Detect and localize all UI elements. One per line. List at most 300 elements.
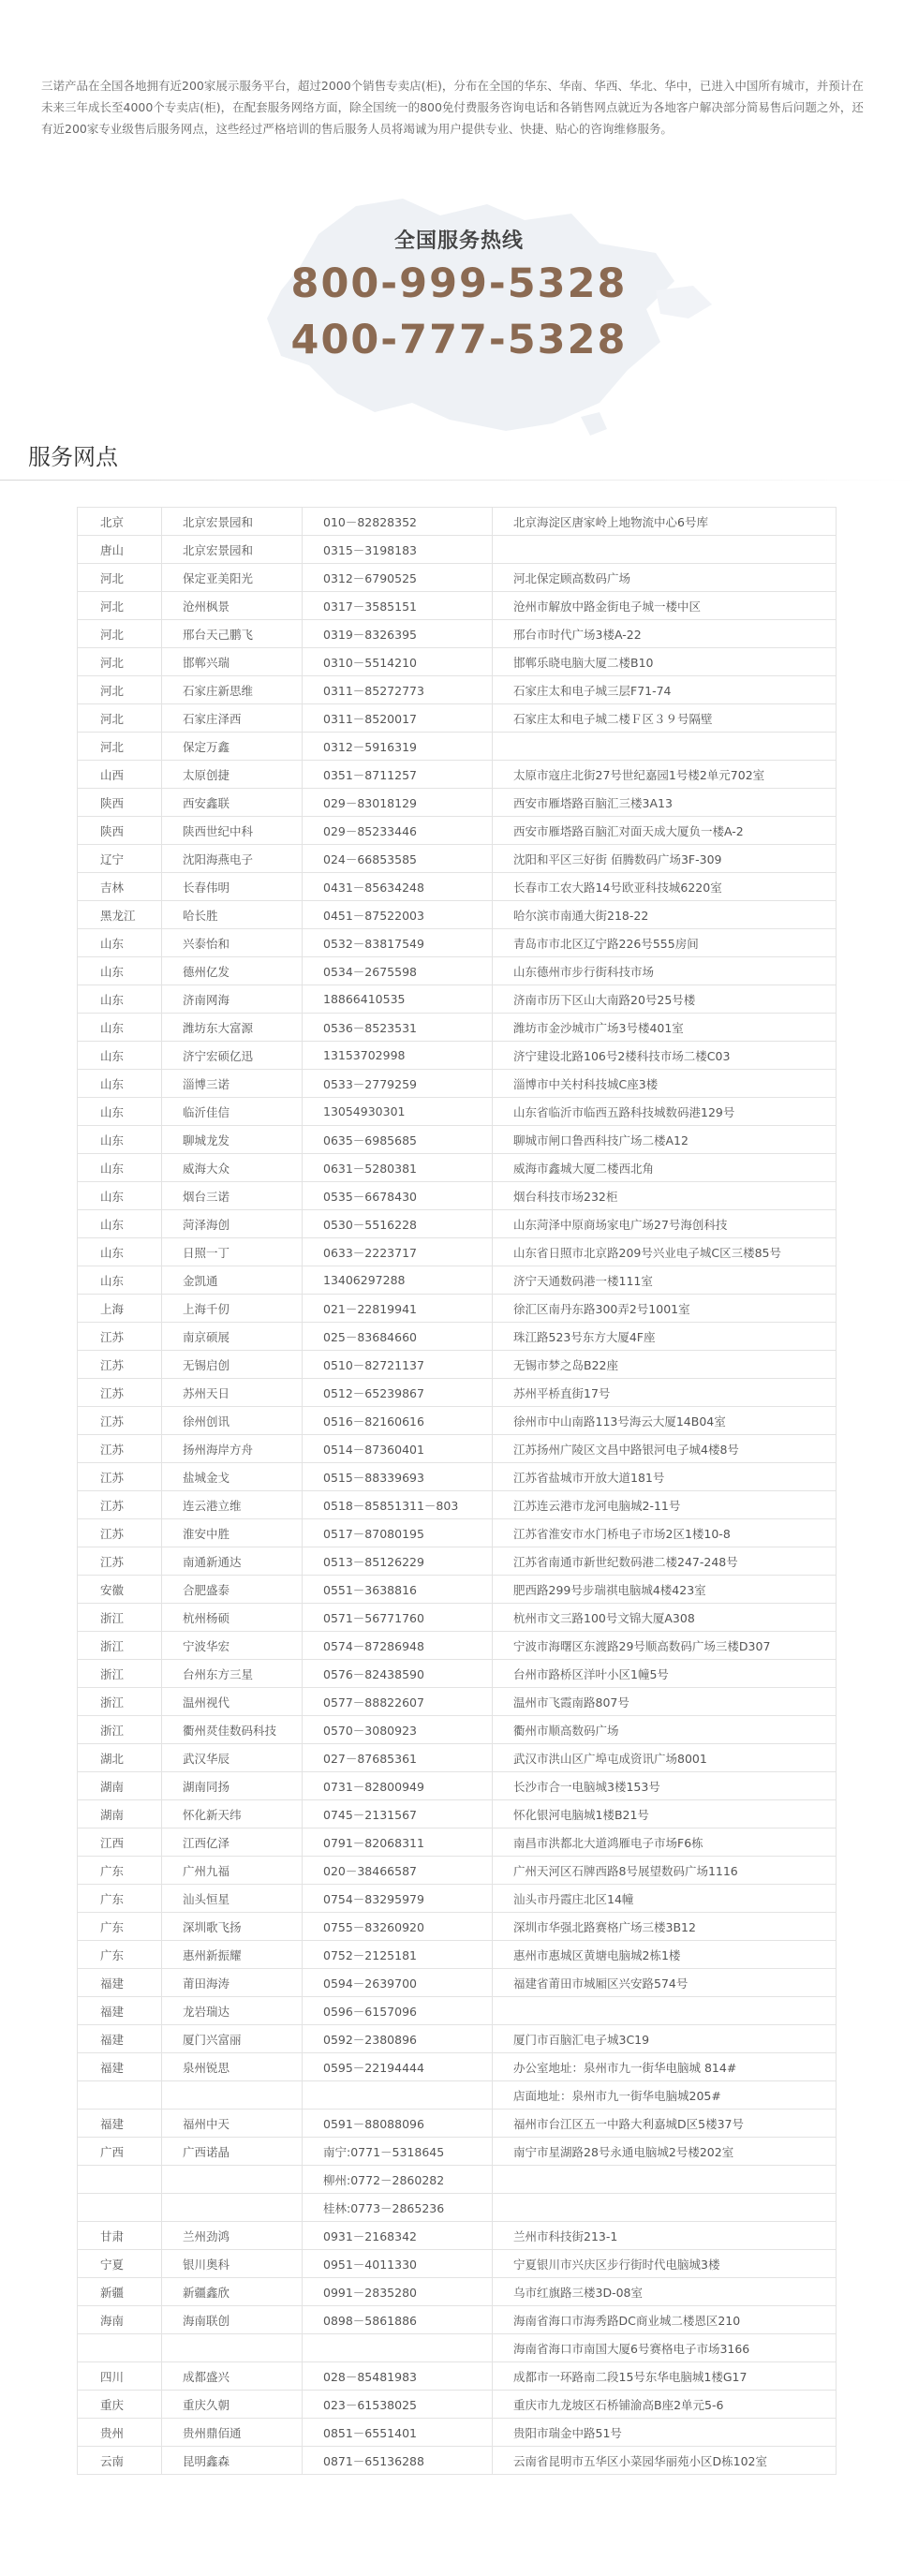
table-row [78,2250,837,2278]
outlet-name-cell: 沈阳海燕电子 [162,845,303,873]
table-row [78,1379,837,1407]
service-outlets-table [77,507,837,2475]
phone-cell: 13054930301 [303,1098,493,1126]
address-cell: 河北保定顾高数码广场 [493,564,837,592]
outlet-name-cell: 莆田海涛 [162,1969,303,1997]
table-row [78,648,837,676]
address-cell: 成都市一环路南二段15号东华电脑城1楼G17 [493,2362,837,2391]
table-row [78,1997,837,2025]
phone-cell: 0312－6790525 [303,564,493,592]
section-title: 服务网点 [28,444,118,470]
province-cell: 广东 [78,1913,162,1941]
address-cell: 海南省海口市海秀路DC商业城二楼恩区210 [493,2306,837,2334]
address-cell: 太原市寇庄北街27号世纪嘉园1号楼2单元702室 [493,761,837,789]
phone-cell: 0576－82438590 [303,1660,493,1688]
province-cell: 江苏 [78,1379,162,1407]
table-row [78,508,837,536]
province-cell: 福建 [78,1997,162,2025]
phone-cell: 0851－6551401 [303,2419,493,2447]
outlet-name-cell: 菏泽海创 [162,1210,303,1238]
province-cell: 甘肃 [78,2222,162,2250]
address-cell: 邢台市时代广场3楼A-22 [493,620,837,648]
address-cell: 江苏连云港市龙河电脑城2-11号 [493,1491,837,1519]
table-row [78,985,837,1014]
outlet-name-cell: 邯郸兴瑞 [162,648,303,676]
province-cell: 上海 [78,1295,162,1323]
phone-cell: 029－83018129 [303,789,493,817]
outlet-name-cell: 日照一丁 [162,1238,303,1266]
address-cell: 兰州市科技街213-1 [493,2222,837,2250]
outlet-name-cell: 连云港立维 [162,1491,303,1519]
table-row [78,1491,837,1519]
outlet-name-cell: 沧州枫景 [162,592,303,620]
outlet-name-cell: 威海大众 [162,1154,303,1182]
province-cell: 江苏 [78,1463,162,1491]
phone-cell: 13406297288 [303,1266,493,1295]
table-row [78,1266,837,1295]
address-cell: 贵阳市瑞金中路51号 [493,2419,837,2447]
province-cell: 山西 [78,761,162,789]
address-cell: 杭州市文三路100号文锦大厦A308 [493,1604,837,1632]
address-cell: 聊城市闸口鲁西科技广场二楼A12 [493,1126,837,1154]
phone-cell: 0577－88822607 [303,1688,493,1716]
outlet-name-cell: 厦门兴富丽 [162,2025,303,2053]
outlet-name-cell: 石家庄泽西 [162,704,303,733]
outlet-name-cell: 淮安中胜 [162,1519,303,1547]
outlet-name-cell: 武汉华辰 [162,1744,303,1772]
outlet-name-cell: 陕西世纪中科 [162,817,303,845]
phone-cell: 027－87685361 [303,1744,493,1772]
table-row [78,873,837,901]
province-cell: 江苏 [78,1323,162,1351]
outlet-name-cell: 龙岩瑞达 [162,1997,303,2025]
outlet-name-cell: 宁波华宏 [162,1632,303,1660]
outlet-name-cell: 广州九福 [162,1857,303,1885]
province-cell: 江苏 [78,1547,162,1576]
phone-cell: 020－38466587 [303,1857,493,1885]
phone-cell: 0755－83260920 [303,1913,493,1941]
address-cell: 邯郸乐晓电脑大厦二楼B10 [493,648,837,676]
province-cell: 贵州 [78,2419,162,2447]
table-row [78,789,837,817]
table-row [78,2419,837,2447]
outlet-name-cell: 杭州杨硕 [162,1604,303,1632]
address-cell: 济宁天通数码港一楼111室 [493,1266,837,1295]
province-cell: 浙江 [78,1660,162,1688]
phone-cell: 0535－6678430 [303,1182,493,1210]
province-cell: 黑龙江 [78,901,162,929]
outlet-name-cell: 惠州新振耀 [162,1941,303,1969]
province-cell: 湖南 [78,1800,162,1828]
table-row [78,564,837,592]
table-row [78,1210,837,1238]
table-row [78,1716,837,1744]
table-row [78,1828,837,1857]
outlet-name-cell: 台州东方三星 [162,1660,303,1688]
address-cell [493,2194,837,2222]
outlet-name-cell: 深圳歌飞扬 [162,1913,303,1941]
outlet-name-cell: 潍坊东大富源 [162,1014,303,1042]
outlet-name-cell: 保定万鑫 [162,733,303,761]
address-cell [493,536,837,564]
phone-cell: 18866410535 [303,985,493,1014]
address-cell: 江苏扬州广陵区文昌中路银河电子城4楼8号 [493,1435,837,1463]
table-row [78,592,837,620]
phone-cell: 0745－2131567 [303,1800,493,1828]
province-cell: 河北 [78,620,162,648]
phone-cell: 021－22819941 [303,1295,493,1323]
outlet-name-cell: 保定亚美阳光 [162,564,303,592]
address-cell: 沧州市解放中路金街电子城一楼中区 [493,592,837,620]
address-cell: 哈尔滨市南通大街218-22 [493,901,837,929]
address-cell: 苏州平桥直街17号 [493,1379,837,1407]
province-cell: 陕西 [78,789,162,817]
address-cell: 重庆市九龙坡区石桥铺渝高B座2单元5-6 [493,2391,837,2419]
table-row [78,1182,837,1210]
address-cell: 无锡市梦之岛B22座 [493,1351,837,1379]
outlet-name-cell: 广西诺晶 [162,2138,303,2166]
phone-cell: 0516－82160616 [303,1407,493,1435]
phone-cell: 0530－5516228 [303,1210,493,1238]
phone-cell: 0635－6985685 [303,1126,493,1154]
table-row [78,1660,837,1688]
province-cell: 广东 [78,1885,162,1913]
province-cell: 辽宁 [78,845,162,873]
table-row [78,1351,837,1379]
outlet-name-cell: 海南联创 [162,2306,303,2334]
province-cell: 河北 [78,592,162,620]
table-row [78,1772,837,1800]
outlet-name-cell: 成都盛兴 [162,2362,303,2391]
table-row [78,1744,837,1772]
address-cell: 徐汇区南丹东路300弄2号1001室 [493,1295,837,1323]
table-row [78,1913,837,1941]
phone-cell: 0512－65239867 [303,1379,493,1407]
phone-cell: 13153702998 [303,1042,493,1070]
phone-cell: 0592－2380896 [303,2025,493,2053]
province-cell: 北京 [78,508,162,536]
outlet-name-cell: 江西亿泽 [162,1828,303,1857]
address-cell: 广州天河区石牌西路8号展望数码广场1116 [493,1857,837,1885]
address-cell: 肥西路299号步瑞祺电脑城4楼423室 [493,1576,837,1604]
province-cell: 湖北 [78,1744,162,1772]
province-cell: 江苏 [78,1351,162,1379]
outlet-name-cell: 徐州创讯 [162,1407,303,1435]
address-cell: 西安市雁塔路百脑汇对面天成大厦负一楼A-2 [493,817,837,845]
outlet-name-cell: 兰州劲鸿 [162,2222,303,2250]
table-row [78,1407,837,1435]
table-row [78,957,837,985]
phone-cell: 0518－85851311－803 [303,1491,493,1519]
phone-cell: 0951－4011330 [303,2250,493,2278]
phone-cell: 0754－83295979 [303,1885,493,1913]
outlet-name-cell: 新疆鑫欣 [162,2278,303,2306]
phone-cell: 023－61538025 [303,2391,493,2419]
phone-cell: 0311－8520017 [303,704,493,733]
table-row [78,1519,837,1547]
address-cell: 乌市红旗路三楼3D-08室 [493,2278,837,2306]
table-row [78,1042,837,1070]
province-cell: 河北 [78,733,162,761]
province-cell: 山东 [78,1126,162,1154]
address-cell: 怀化银河电脑城1楼B21号 [493,1800,837,1828]
table-row [78,1463,837,1491]
phone-cell: 0534－2675598 [303,957,493,985]
outlet-name-cell: 银川奥科 [162,2250,303,2278]
province-cell: 山东 [78,1182,162,1210]
province-cell: 山东 [78,1154,162,1182]
table-row [78,929,837,957]
address-cell: 江苏省淮安市水门桥电子市场2区1楼10-8 [493,1519,837,1547]
table-row [78,2166,837,2194]
province-cell: 河北 [78,704,162,733]
phone-cell: 0591－88088096 [303,2110,493,2138]
outlet-name-cell: 金凯通 [162,1266,303,1295]
outlet-name-cell: 西安鑫联 [162,789,303,817]
address-cell: 青岛市市北区辽宁路226号555房间 [493,929,837,957]
province-cell: 江苏 [78,1435,162,1463]
intro-paragraph: 三诺产品在全国各地拥有近200家展示服务平台，超过2000个销售专卖店(柜)，分布在全国的华东、华南、华西、华北、华中，已进入中国所有城市，并预计在未来三年成长至4000个专卖店(柜)，在配套服务网络方面，除全国统一的800免付费服务咨询电话和各销售网点就近为各地客户解决部分简易售后问题之外，还有近200家专业级售后服务网点，这些经过严格培训的售后服务人员将竭诚为用户提供专业、快捷、贴心的咨询维修服务。 [41,79,864,136]
province-cell: 江苏 [78,1491,162,1519]
table-row [78,1632,837,1660]
phone-cell: 柳州:0772－2860282 [303,2166,493,2194]
province-cell: 浙江 [78,1688,162,1716]
phone-cell: 010－82828352 [303,508,493,536]
address-cell: 惠州市惠城区黄塘电脑城2栋1楼 [493,1941,837,1969]
outlet-name-cell [162,2194,303,2222]
address-cell: 福建省莆田市城厢区兴安路574号 [493,1969,837,1997]
phone-cell: 0991－2835280 [303,2278,493,2306]
province-cell: 河北 [78,564,162,592]
address-cell: 南宁市星湖路28号永通电脑城2号楼202室 [493,2138,837,2166]
province-cell: 广东 [78,1941,162,1969]
address-cell: 店面地址：泉州市九一街华电脑城205# [493,2081,837,2110]
china-map-graphic [0,178,918,450]
outlet-name-cell: 衢州烎佳数码科技 [162,1716,303,1744]
outlet-name-cell: 南通新通达 [162,1547,303,1576]
address-cell: 石家庄太和电子城三层F71-74 [493,676,837,704]
outlet-name-cell: 昆明鑫森 [162,2447,303,2475]
service-outlets-body [78,508,837,2475]
province-cell: 福建 [78,2025,162,2053]
address-cell: 淄博市中关村科技城C座3楼 [493,1070,837,1098]
outlet-name-cell: 重庆久朝 [162,2391,303,2419]
province-cell: 四川 [78,2362,162,2391]
phone-cell: 0791－82068311 [303,1828,493,1857]
table-row [78,2334,837,2362]
table-row [78,901,837,929]
table-row [78,2362,837,2391]
address-cell: 武汉市洪山区广埠屯成资讯广场8001 [493,1744,837,1772]
address-cell: 威海市鑫城大厦二楼西北角 [493,1154,837,1182]
phone-cell: 0595－22194444 [303,2053,493,2081]
province-cell: 山东 [78,957,162,985]
outlet-name-cell: 济南网海 [162,985,303,1014]
phone-cell: 0571－56771760 [303,1604,493,1632]
table-row [78,1238,837,1266]
table-row [78,1323,837,1351]
province-cell: 浙江 [78,1632,162,1660]
phone-cell: 0731－82800949 [303,1772,493,1800]
phone-cell: 0310－5514210 [303,648,493,676]
outlet-name-cell: 南京硕展 [162,1323,303,1351]
section-divider [0,480,918,481]
outlet-name-cell: 温州视代 [162,1688,303,1716]
address-cell: 江苏省南通市新世纪数码港二楼247-248号 [493,1547,837,1576]
province-cell: 山东 [78,1266,162,1295]
province-cell [78,2194,162,2222]
outlet-name-cell: 临沂佳信 [162,1098,303,1126]
table-row [78,1800,837,1828]
address-cell: 厦门市百脑汇电子城3C19 [493,2025,837,2053]
province-cell: 河北 [78,648,162,676]
province-cell: 山东 [78,1042,162,1070]
outlet-name-cell: 湖南同扬 [162,1772,303,1800]
address-cell: 北京海淀区唐家岭上地物流中心6号库 [493,508,837,536]
province-cell: 浙江 [78,1604,162,1632]
table-row [78,676,837,704]
phone-cell: 025－83684660 [303,1323,493,1351]
table-row [78,2391,837,2419]
address-cell: 海南省海口市南国大厦6号赛格电子市场3166 [493,2334,837,2362]
phone-cell: 0517－87080195 [303,1519,493,1547]
province-cell: 山东 [78,1210,162,1238]
address-cell: 济南市历下区山大南路20号25号楼 [493,985,837,1014]
outlet-name-cell [162,2166,303,2194]
outlet-name-cell: 扬州海岸方舟 [162,1435,303,1463]
outlet-name-cell: 合肥盛泰 [162,1576,303,1604]
province-cell: 福建 [78,2053,162,2081]
outlet-name-cell: 上海千仞 [162,1295,303,1323]
province-cell: 浙江 [78,1716,162,1744]
phone-cell [303,2081,493,2110]
address-cell: 珠江路523号东方大厦4F座 [493,1323,837,1351]
table-row [78,733,837,761]
province-cell: 江西 [78,1828,162,1857]
phone-cell [303,2334,493,2362]
outlet-name-cell: 邢台天己鹏飞 [162,620,303,648]
phone-cell: 0633－2223717 [303,1238,493,1266]
outlet-name-cell: 北京宏景园和 [162,508,303,536]
phone-cell: 0574－87286948 [303,1632,493,1660]
province-cell [78,2166,162,2194]
phone-cell: 0510－82721137 [303,1351,493,1379]
table-row [78,2081,837,2110]
table-row [78,2138,837,2166]
address-cell: 台州市路桥区洋叶小区1幢5号 [493,1660,837,1688]
hotline-title: 全国服务热线 [393,229,524,253]
province-cell [78,2081,162,2110]
phone-cell: 0311－85272773 [303,676,493,704]
hotline-banner [0,178,918,450]
phone-cell: 0752－2125181 [303,1941,493,1969]
province-cell: 山东 [78,929,162,957]
phone-cell: 0533－2779259 [303,1070,493,1098]
outlet-name-cell: 哈长胜 [162,901,303,929]
address-cell: 沈阳和平区三好街 佰腾数码广场3F-309 [493,845,837,873]
hotline-number-400[interactable]: 400-777-5328 [290,317,628,363]
province-cell: 云南 [78,2447,162,2475]
outlet-name-cell: 苏州天日 [162,1379,303,1407]
province-cell: 山东 [78,985,162,1014]
table-row [78,2306,837,2334]
address-cell: 汕头市丹霞庄北区14幢 [493,1885,837,1913]
phone-cell: 024－66853585 [303,845,493,873]
outlet-name-cell: 太原创捷 [162,761,303,789]
table-row [78,1547,837,1576]
phone-cell: 0513－85126229 [303,1547,493,1576]
outlet-name-cell: 无锡启创 [162,1351,303,1379]
table-row [78,1435,837,1463]
phone-cell: 0898－5861886 [303,2306,493,2334]
address-cell: 深圳市华强北路赛格广场三楼3B12 [493,1913,837,1941]
outlet-name-cell [162,2081,303,2110]
address-cell: 西安市雁塔路百脑汇三楼3A13 [493,789,837,817]
province-cell: 唐山 [78,536,162,564]
address-cell: 山东德州市步行街科技市场 [493,957,837,985]
phone-cell: 桂林:0773－2865236 [303,2194,493,2222]
phone-cell: 0431－85634248 [303,873,493,901]
phone-cell: 0451－87522003 [303,901,493,929]
phone-cell: 0315－3198183 [303,536,493,564]
province-cell: 山东 [78,1014,162,1042]
address-cell: 徐州市中山南路113号海云大厦14B04室 [493,1407,837,1435]
address-cell: 南昌市洪都北大道鸿雁电子市场F6栋 [493,1828,837,1857]
table-row [78,1688,837,1716]
table-row [78,1126,837,1154]
province-cell: 广东 [78,1857,162,1885]
table-row [78,536,837,564]
phone-cell: 0931－2168342 [303,2222,493,2250]
address-cell [493,2166,837,2194]
table-row [78,620,837,648]
table-row [78,704,837,733]
province-cell: 安徽 [78,1576,162,1604]
outlet-name-cell: 济宁宏硕亿迅 [162,1042,303,1070]
province-cell: 山东 [78,1070,162,1098]
outlet-name-cell: 淄博三诺 [162,1070,303,1098]
province-cell: 福建 [78,1969,162,1997]
province-cell: 新疆 [78,2278,162,2306]
province-cell: 海南 [78,2306,162,2334]
outlet-name-cell: 福州中天 [162,2110,303,2138]
address-cell: 石家庄太和电子城二楼Ｆ区３９号隔壁 [493,704,837,733]
outlet-name-cell: 北京宏景园和 [162,536,303,564]
table-row [78,2222,837,2250]
address-cell: 长沙市合一电脑城3楼153号 [493,1772,837,1800]
table-row [78,2110,837,2138]
address-cell: 宁夏银川市兴庆区步行街时代电脑城3楼 [493,2250,837,2278]
phone-cell: 028－85481983 [303,2362,493,2391]
phone-cell: 0319－8326395 [303,620,493,648]
address-cell: 云南省昆明市五华区小菜园华丽苑小区D栋102室 [493,2447,837,2475]
address-cell: 江苏省盐城市开放大道181号 [493,1463,837,1491]
address-cell: 济宁建设北路106号2楼科技市场二楼C03 [493,1042,837,1070]
address-cell [493,733,837,761]
hotline-number-800[interactable]: 800-999-5328 [290,260,628,307]
phone-cell: 0351－8711257 [303,761,493,789]
address-cell: 山东省临沂市临西五路科技城数码港129号 [493,1098,837,1126]
table-row [78,2447,837,2475]
phone-cell: 0312－5916319 [303,733,493,761]
phone-cell: 0631－5280381 [303,1154,493,1182]
phone-cell: 0514－87360401 [303,1435,493,1463]
table-row [78,1941,837,1969]
outlet-name-cell: 聊城龙发 [162,1126,303,1154]
table-row [78,761,837,789]
phone-cell: 0317－3585151 [303,592,493,620]
phone-cell: 南宁:0771－5318645 [303,2138,493,2166]
